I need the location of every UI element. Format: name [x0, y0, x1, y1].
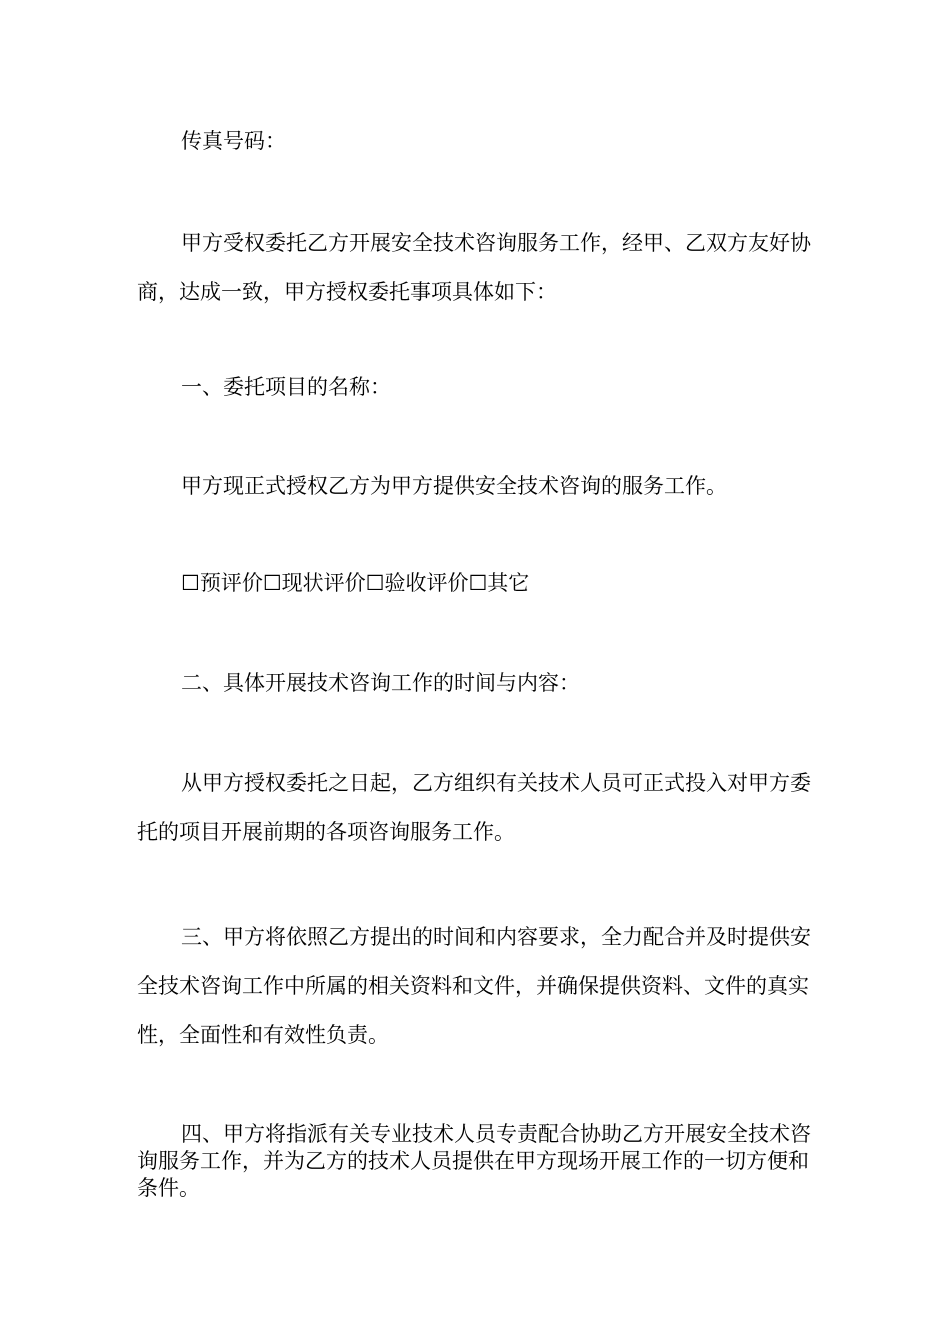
section-one-heading: 一、委托项目的名称：	[181, 375, 391, 399]
section-three-paragraph: 三、甲方将依照乙方提出的时间和内容要求，全力配合并及时提供安全技术咨询工作中所属的相关资料和文件，并确保提供资料、文件的真实性，全面性和有效性负责。	[137, 925, 811, 1047]
section-two-heading: 二、具体开展技术咨询工作的时间与内容：	[181, 671, 580, 695]
authorization-intro-paragraph: 甲方受权委托乙方开展安全技术咨询服务工作，经甲、乙双方友好协商，达成一致，甲方授权委托事项具体如下：	[137, 231, 811, 304]
section-one-body: 甲方现正式授权乙方为甲方提供安全技术咨询的服务工作。	[181, 474, 727, 498]
section-four-paragraph: 四、甲方将指派有关专业技术人员专责配合协助乙方开展安全技术咨询服务工作，并为乙方的技术人员提供在甲方现场开展工作的一切方便和条件。	[137, 1122, 811, 1200]
section-two-body: 从甲方授权委托之日起，乙方组织有关技术人员可正式投入对甲方委托的项目开展前期的各项咨询服务工作。	[137, 771, 811, 844]
fax-number-line: 传真号码：	[181, 129, 286, 153]
evaluation-type-checkboxes: ☐预评价☐现状评价☐验收评价☐其它	[181, 571, 530, 595]
